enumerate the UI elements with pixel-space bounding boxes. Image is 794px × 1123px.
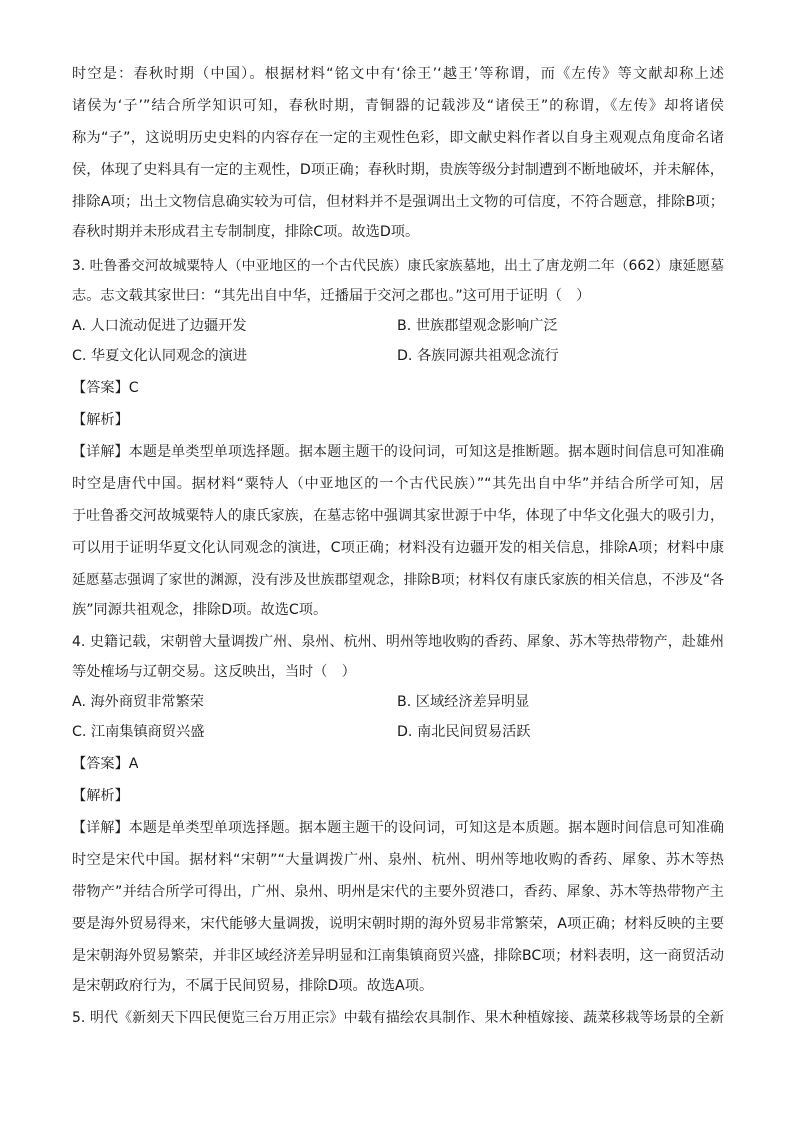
q3-detail-line-6: 族”同源共祖观念，排除D项。故选C项。 [72,602,328,618]
q4-analysis-label: 【解析】 [72,788,129,804]
q4-detail-line-1: 【详解】本题是单类型单项选择题。据本题主题干的设问词，可知这是本质题。据本题时间信息可知准确 [72,820,724,836]
q4-detail-line-6: 是宋朝政府行为，不属于民间贸易，排除D项。故选A项。 [72,978,434,994]
q3-detail-line-3: 于吐鲁番交河故城粟特人的康氏家族，在墓志铭中强调其家世源于中华，体现了中华文化强大的吸引力， [72,508,724,524]
q3-analysis-label: 【解析】 [72,412,129,428]
q2-explain-line-5: 排除A项；出土文物信息确实较为可信，但材料并不是强调出土文物的可信度，不符合题意，排除B项； [72,194,724,210]
q4-stem-line-1: 4. 史籍记载，宋朝曾大量调拨广州、泉州、杭州、明州等地收购的香药、犀象、苏木等热带物产，赴雄州 [72,634,724,650]
q4-option-d: D. 南北民间贸易活跃 [397,724,531,740]
q4-option-b: B. 区域经济差异明显 [397,694,530,710]
q4-stem-line-2: 等处榷场与辽朝交易。这反映出，当时（ ） [72,664,356,680]
q2-explain-line-4: 侯，体现了史料具有一定的主观性，D项正确；春秋时期，贵族等级分封制遭到不断地破坏，并未解体， [72,162,724,178]
q4-option-a: A. 海外商贸非常繁荣 [72,694,204,710]
q3-option-b: B. 世族郡望观念影响广泛 [397,318,558,334]
q3-detail-line-2: 时空是唐代中国。据材料“粟特人（中亚地区的一个古代民族）”“其先出自中华”并结合所学可知，居 [72,476,724,492]
q3-detail-line-1: 【详解】本题是单类型单项选择题。据本题主题干的设问词，可知这是推断题。据本题时间信息可知准确 [72,444,724,460]
q3-stem-line-2: 志。志文载其家世曰：“其先出自中华，迁播届于交河之郡也。”这可用于证明（ ） [72,288,591,304]
q4-detail-line-3: 带物产”并结合所学可得出，广州、泉州、明州是宋代的主要外贸港口，香药、犀象、苏木等热带物产主 [72,884,724,900]
q2-explain-line-2: 诸侯为‘子’”结合所学知识可知，春秋时期，青铜器的记载涉及“诸侯王”的称谓，《左传》却将诸侯 [72,98,724,114]
q4-detail-line-4: 要是海外贸易得来，宋代能够大量调拨，说明宋朝时期的海外贸易非常繁荣，A项正确；材料反映的主要 [72,916,724,932]
q5-stem-line-1: 5. 明代《新刻天下四民便览三台万用正宗》中载有描绘农具制作、果木种植嫁接、蔬菜移栽等场景的全新 [72,1010,724,1026]
q3-stem-line-1: 3. 吐鲁番交河故城粟特人（中亚地区的一个古代民族）康氏家族墓地，出土了唐龙朔二年（662）康延愿墓 [72,258,724,274]
q3-detail-line-4: 可以用于证明华夏文化认同观念的演进，C项正确；材料没有边疆开发的相关信息，排除A项；材料中康 [72,540,724,556]
q3-detail-line-5: 延愿墓志强调了家世的渊源，没有涉及世族郡望观念，排除B项；材料仅有康氏家族的相关信息，不涉及“各 [72,572,724,588]
q2-explain-line-3: 称为“子”，这说明历史史料的内容存在一定的主观性色彩，即文献史料作者以自身主观观点角度命名诸 [72,130,724,146]
q2-explain-line-6: 春秋时期并未形成君主专制制度，排除C项。故选D项。 [72,224,420,240]
q2-explain-line-1: 时空是：春秋时期（中国）。根据材料“铭文中有‘徐王’‘越王’等称谓，而《左传》等文献却称上述 [72,66,724,82]
q4-detail-line-2: 时空是宋代中国。据材料“宋朝”“大量调拨广州、泉州、杭州、明州等地收购的香药、犀象、苏木等热 [72,852,724,868]
q4-answer: 【答案】A [72,756,139,772]
q3-option-d: D. 各族同源共祖观念流行 [397,348,559,364]
q4-option-c: C. 江南集镇商贸兴盛 [72,724,205,740]
q3-option-a: A. 人口流动促进了边疆开发 [72,318,247,334]
q4-detail-line-5: 是宋朝海外贸易繁荣，并非区域经济差异明显和江南集镇商贸兴盛，排除BC项；材料表明，这一商贸活动 [72,948,724,964]
q3-option-c: C. 华夏文化认同观念的演进 [72,348,247,364]
q3-answer: 【答案】C [72,380,139,396]
